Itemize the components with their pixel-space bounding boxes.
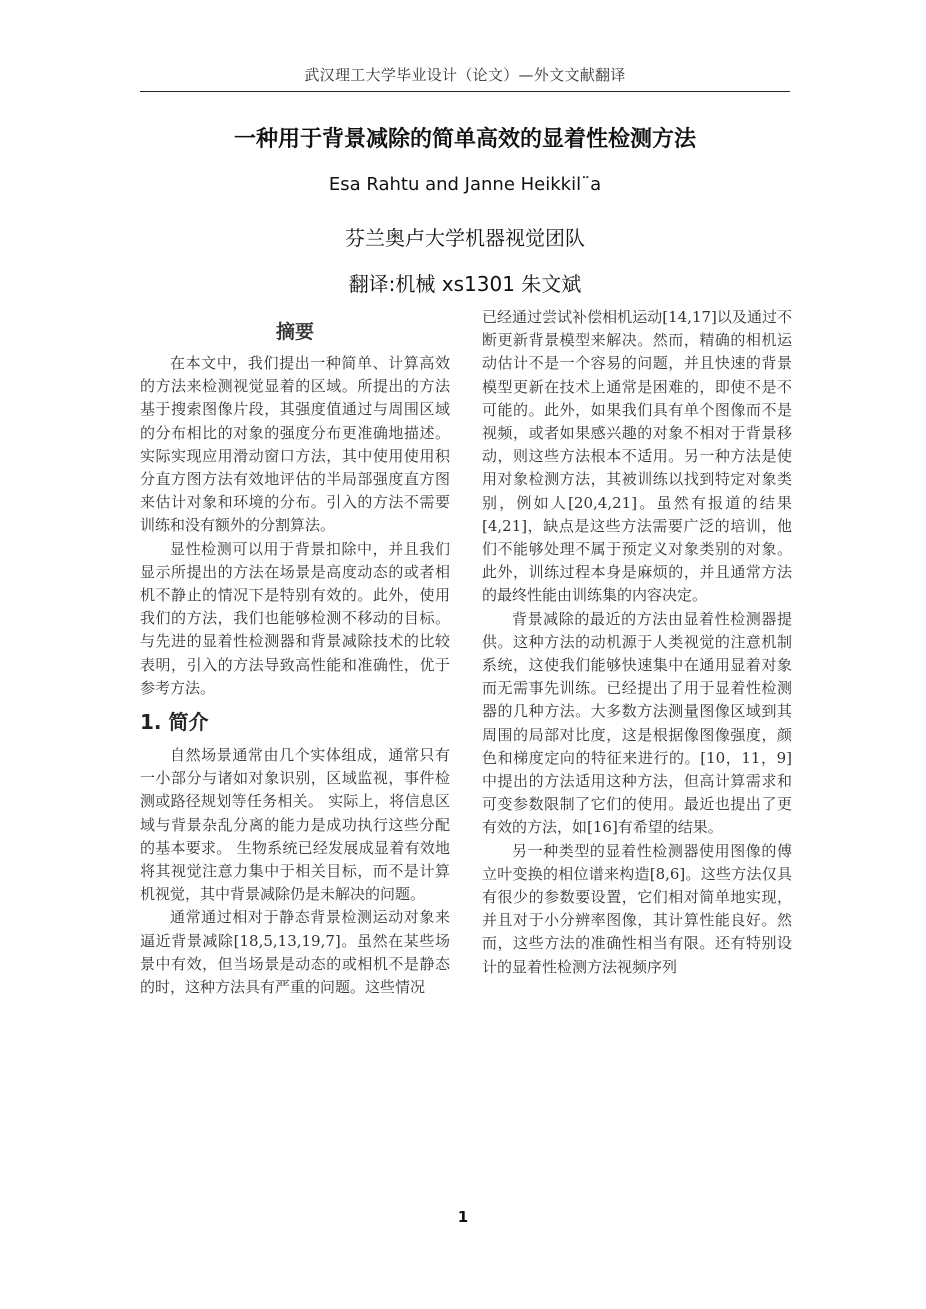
running-header: 武汉理工大学毕业设计（论文）—外文文献翻译 bbox=[304, 66, 626, 84]
page-number: 1 bbox=[457, 1208, 469, 1226]
abstract-paragraph-1: 在本文中，我们提出一种简单、计算高效的方法来检测视觉显着的区域。所提出的方法基于搜索图像片段，其强度值通过与周围区域的分布相比的对象的强度分布更准确地描述。实际实现应用滑动窗口方法，其中使用使用积分直方图方法有效地评估的半局部强度直方图来估计对象和环境的分布。引入的方法不需要训练和没有额外的分割算法。 bbox=[140, 354, 450, 535]
intro-paragraph-1: 自然场景通常由几个实体组成，通常只有一小部分与诸如对象识别，区域监视，事件检测或路径规划等任务相关。 实际上，将信息区域与背景杂乱分离的能力是成功执行这些分配的基本要求。 生物系统已经发展成显着有效地将其视觉注意力集中于相关目标，而不是计算机视觉，其中背景减除仍是未解决的问题。 bbox=[140, 746, 450, 904]
right-paragraph-3: 另一种类型的显着性检测器使用图像的傅立叶变换的相位谱来构造[8,6]。这些方法仅具有很少的参数要设置，它们相对简单地实现，并且对于小分辨率图像，其计算性能良好。然而，这些方法的准确性相当有限。还有特别设计的显着性检测方法视频序列 bbox=[482, 841, 792, 976]
translator-line: 翻译:机械 xs1301 朱文斌 bbox=[348, 272, 582, 296]
authors: Esa Rahtu and Janne Heikkil¨a bbox=[328, 174, 602, 195]
right-paragraph-2: 背景减除的最近的方法由显着性检测器提供。这种方法的动机源于人类视觉的注意机制系统，这使我们能够快速集中在通用显着对象而无需事先训练。已经提出了用于显着性检测器的几种方法。大多数方法测量图像区域到其周围的局部对比度，这是根据像图像强度，颜色和梯度定向的特征来进行的。[10，11，9]中提出的方法适用这种方法，但高计算需求和可变参数限制了它们的使用。最近也提出了更有效的方法，如[16]有希望的结果。 bbox=[482, 609, 792, 837]
right-column bbox=[482, 306, 792, 979]
intro-paragraph-2: 通常通过相对于静态背景检测运动对象来逼近背景减除[18,5,13,19,7]。虽然在某些场景中有效，但当场景是动态的或相机不是静态的时，这种方法具有严重的问题。这些情况 bbox=[140, 908, 450, 997]
left-column bbox=[140, 312, 450, 999]
abstract-heading: 摘要 bbox=[275, 321, 314, 343]
right-paragraph-1: 已经通过尝试补偿相机运动[14,17]以及通过不断更新背景模型来解决。然而，精确的相机运动估计不是一个容易的问题，并且快速的背景模型更新在技术上通常是困难的，即使不是不可能的。此外，如果我们具有单个图像而不是视频，或者如果感兴趣的对象不相对于背景移动，则这些方法根本不适用。另一种方法是使用对象检测方法，其被训练以找到特定对象类别，例如人[20,4,21]。虽然有报道的结果[4,21]，缺点是这些方法需要广泛的培训，他们不能够处理不属于预定义对象类别的对象。此外，训练过程本身是麻烦的，并且通常方法的最终性能由训练集的内容决定。 bbox=[482, 308, 792, 605]
paper-title: 一种用于背景减除的简单高效的显着性检测方法 bbox=[233, 127, 696, 152]
intro-heading: 1. 简介 bbox=[140, 710, 209, 735]
abstract-paragraph-2: 显性检测可以用于背景扣除中，并且我们显示所提出的方法在场景是高度动态的或者相机不静止的情况下是特别有效的。此外，使用我们的方法，我们也能够检测不移动的目标。与先进的显着性检测器和背景减除技术的比较表明，引入的方法导致高性能和准确性，优于参考方法。 bbox=[140, 539, 450, 697]
header-rule bbox=[140, 91, 790, 92]
affiliation: 芬兰奥卢大学机器视觉团队 bbox=[345, 226, 585, 250]
